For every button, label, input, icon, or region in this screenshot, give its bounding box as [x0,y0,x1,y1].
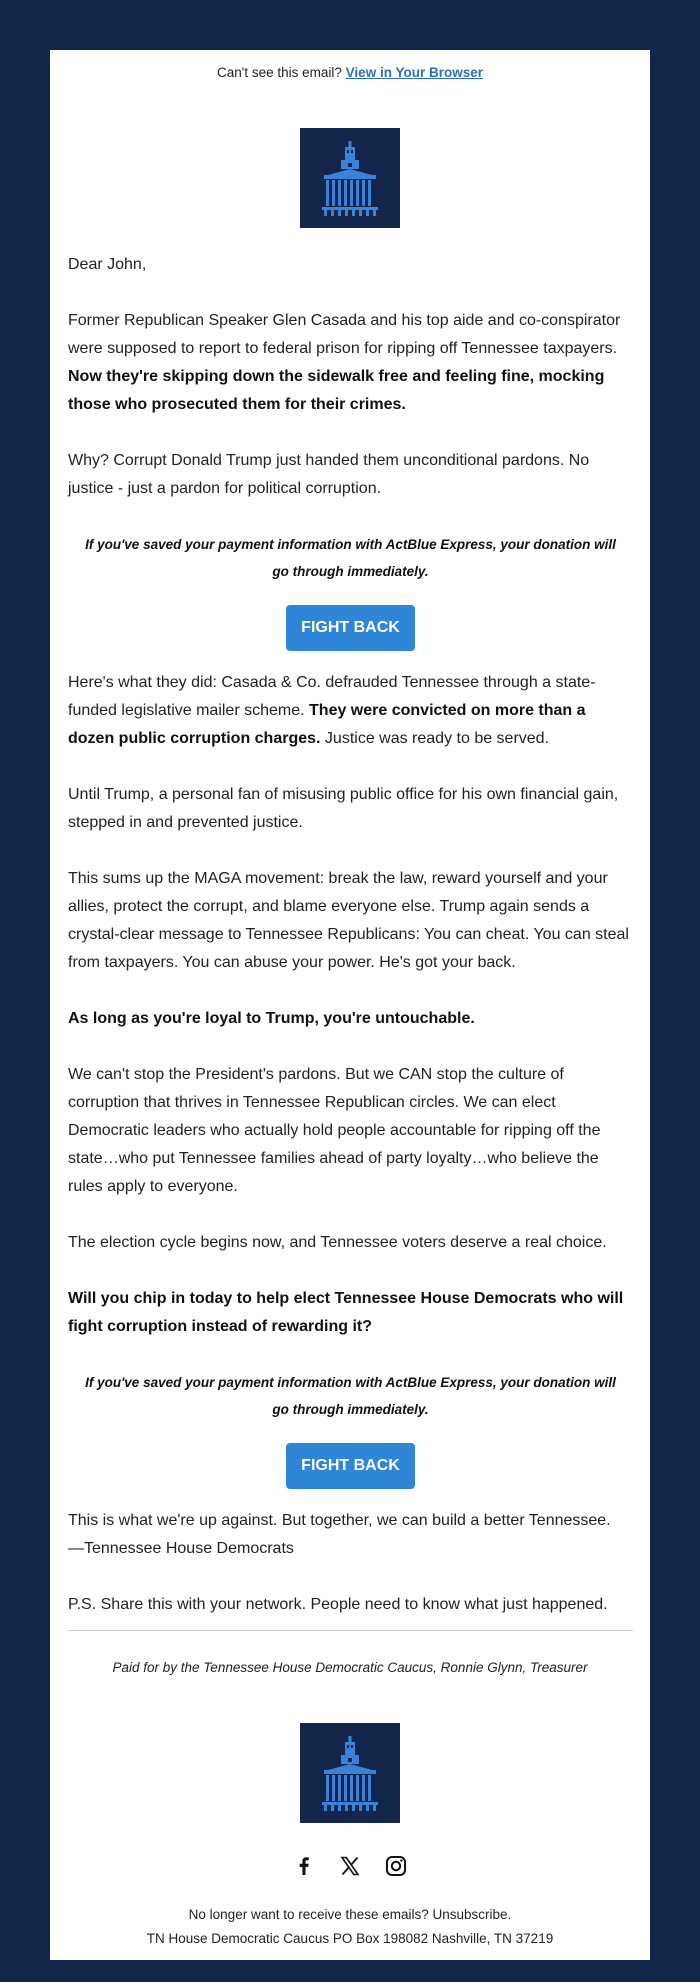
paragraph-10 [68,1507,633,1563]
paragraph-9-bold: Will you chip in today to help elect Tennessee House Democrats who will fight corruption instead of rewarding it? [68,1290,624,1335]
paragraph-3-text: Here's what they did: Casada & Co. defrauded Tennessee through a state-funded legislative mailer scheme. [68,674,596,719]
unsubscribe-line[interactable]: No longer want to receive these emails? Unsubscribe. [188,1907,512,1922]
paragraph-1 [68,307,633,419]
paragraph-9 [68,1285,633,1341]
signature: —Tennessee House Democrats [68,1540,294,1557]
facebook-icon[interactable] [292,1854,316,1878]
capitol-building-icon [318,1734,382,1812]
paragraph-1-text: Former Republican Speaker Glen Casada and his top aide and co-conspirator were supposed to report to federal prison for ripping off Tennessee taxpayers. [68,312,621,357]
paragraph-5: This sums up the MAGA movement: break the law, reward yourself and your allies, protect the corrupt, and blame everyone else. Trump again sends a crystal-clear message to Tennessee Republicans: You can cheat. You can steal from taxpayers. You can abuse your power. He's got your back. [68,870,629,971]
paragraph-10-text: This is what we're up against. But together, we can build a better Tennessee. [68,1512,611,1529]
caucus-logo [300,128,400,228]
paragraph-6 [68,1005,633,1033]
postscript: P.S. Share this with your network. People need to know what just happened. [68,1596,608,1613]
capitol-building-icon [318,139,382,217]
paragraph-8: The election cycle begins now, and Tennessee voters deserve a real choice. [68,1234,607,1251]
paragraph-4: Until Trump, a personal fan of misusing public office for his own financial gain, stepped in and prevented justice. [68,786,619,831]
email-card [50,50,650,1960]
view-in-browser-link[interactable]: View in Your Browser [345,65,483,80]
paragraph-6-bold: As long as you're loyal to Trump, you're untouchable. [68,1010,475,1027]
caucus-logo-footer [300,1723,400,1823]
actblue-note: If you've saved your payment information with ActBlue Express, your donation will go through immediately. [85,537,616,579]
cant-see-text: Can't see this email? [217,65,346,80]
paragraph-3 [68,669,633,753]
view-in-browser-line [50,65,650,80]
footer-divider [68,1630,633,1631]
social-links [50,1854,650,1878]
mailing-address: TN House Democratic Caucus PO Box 198082 Nashville, TN 37219 [146,1931,554,1946]
fight-back-wrap-2 [68,1443,633,1489]
paragraph-3-end: Justice was ready to be served. [320,730,550,747]
paragraph-1-bold: Now they're skipping down the sidewalk free and feeling fine, mocking those who prosecuted them for their crimes. [68,368,605,413]
fight-back-button[interactable]: FIGHT BACK [286,605,415,651]
actblue-note-2: If you've saved your payment information with ActBlue Express, your donation will go through immediately. [85,1375,616,1417]
instagram-icon[interactable] [384,1854,408,1878]
x-icon[interactable] [338,1854,362,1878]
email-body [68,251,633,1647]
paragraph-7: We can't stop the President's pardons. But we CAN stop the culture of corruption that thrives in Tennessee Republican circles. We can elect Democratic leaders who actually hold people accountable for ripping off the state…who put Tennessee families ahead of party loyalty…who believe the rules apply to everyone. [68,1066,601,1195]
paid-for-disclaimer: Paid for by the Tennessee House Democratic Caucus, Ronnie Glynn, Treasurer [112,1660,588,1675]
paragraph-3-bold: They were convicted on more than a dozen public corruption charges. [68,702,586,747]
fight-back-button-2[interactable]: FIGHT BACK [286,1443,415,1489]
paragraph-2: Why? Corrupt Donald Trump just handed them unconditional pardons. No justice - just a pardon for political corruption. [68,452,590,497]
fight-back-wrap-1 [68,605,633,651]
greeting: Dear John, [68,256,147,273]
